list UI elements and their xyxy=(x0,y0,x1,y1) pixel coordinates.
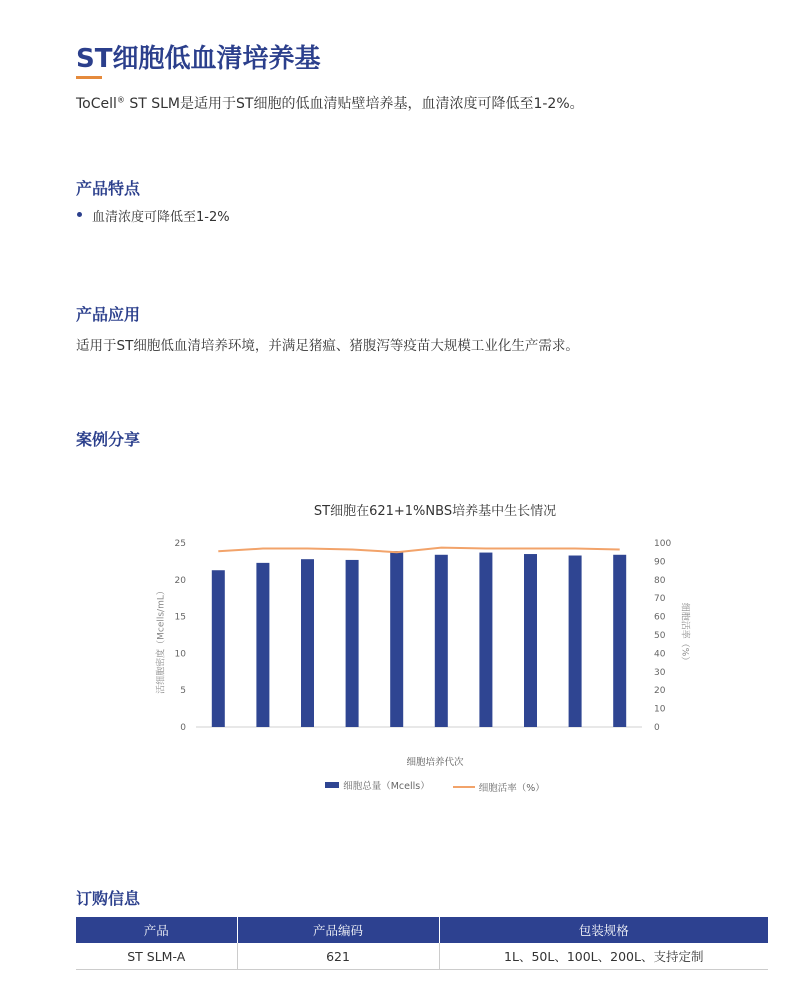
features-heading: 产品特点 xyxy=(76,179,141,198)
y2-tick-label: 50 xyxy=(654,631,666,641)
legend-item-line xyxy=(453,780,545,794)
chart-bar xyxy=(613,555,626,727)
y-tick-label: 0 xyxy=(180,723,186,733)
cases-heading: 案例分享 xyxy=(76,430,141,449)
y-tick-label: 10 xyxy=(174,649,186,660)
cell-spec: 1L、50L、100L、200L、支持定制 xyxy=(439,943,768,970)
y2-tick-label: 40 xyxy=(654,649,666,660)
y-axis-left-label: 活细胞密度（Mcells/mL） xyxy=(156,586,167,694)
application-text: 适用于ST细胞低血清培养环境，并满足猪瘟、猪腹泻等疫苗大规模工业化生产需求。 xyxy=(76,338,579,354)
header-code: 产品编码 xyxy=(237,917,439,943)
chart-bar xyxy=(569,556,582,727)
chart-bar xyxy=(479,553,492,727)
chart-legend xyxy=(150,778,720,794)
legend-bar-swatch xyxy=(325,782,339,788)
y-tick-label: 20 xyxy=(174,575,186,586)
table-header-row xyxy=(76,917,768,943)
header-product: 产品 xyxy=(76,917,237,943)
legend-line-swatch xyxy=(453,786,475,788)
chart-bar xyxy=(435,555,448,727)
x-axis-label: 细胞培养代次 xyxy=(406,757,464,768)
chart-title: ST细胞在621+1%NBS培养基中生长情况 xyxy=(313,504,557,519)
y2-tick-label: 80 xyxy=(654,575,666,586)
chart-bar xyxy=(256,563,269,727)
chart-bar xyxy=(301,559,314,727)
y2-tick-label: 60 xyxy=(654,612,666,623)
y2-tick-label: 90 xyxy=(654,557,666,568)
intro-description: ST SLM是适用于ST细胞的低血清贴壁培养基，血清浓度可降低至1-2%。 xyxy=(124,96,584,112)
chart-bar xyxy=(346,560,359,727)
application-heading: 产品应用 xyxy=(76,305,141,324)
y2-tick-label: 100 xyxy=(654,539,672,549)
y-tick-label: 25 xyxy=(174,539,186,549)
viability-line xyxy=(218,548,619,553)
legend-label-bars: 细胞总量（Mcells） xyxy=(343,781,430,792)
chart-bar xyxy=(390,551,403,727)
registered-mark: ® xyxy=(116,95,125,105)
cell-code: 621 xyxy=(237,943,439,970)
y-axis-right-label: 细胞活率（%） xyxy=(679,602,690,666)
feature-item-text: 血清浓度可降低至1-2% xyxy=(92,210,230,225)
header-spec: 包装规格 xyxy=(439,917,768,943)
table-row xyxy=(76,943,768,970)
y2-tick-label: 70 xyxy=(654,594,666,605)
order-heading: 订购信息 xyxy=(76,889,141,908)
page-title: ST细胞低血清培养基 xyxy=(76,44,321,74)
order-table xyxy=(76,917,768,970)
legend-label-line: 细胞活率（%） xyxy=(478,783,545,794)
y2-tick-label: 20 xyxy=(654,686,666,697)
brand-name: ToCell xyxy=(76,96,117,112)
legend-item-bars xyxy=(325,778,430,792)
y-tick-label: 15 xyxy=(174,612,186,623)
y2-tick-label: 10 xyxy=(654,704,666,715)
chart-bar xyxy=(212,570,225,727)
y-tick-label: 5 xyxy=(180,686,186,697)
cell-product: ST SLM-A xyxy=(76,943,237,970)
chart-bar xyxy=(524,554,537,727)
y2-tick-label: 30 xyxy=(654,667,666,678)
y2-tick-label: 0 xyxy=(654,723,660,733)
